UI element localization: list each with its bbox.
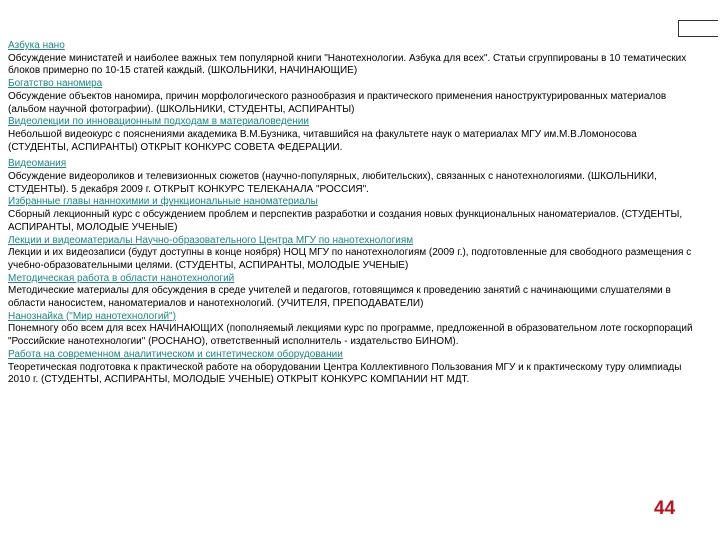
list-item — [8, 158, 698, 196]
course-link-videomania[interactable]: Видеомания — [8, 158, 67, 170]
corner-frame — [678, 20, 718, 37]
course-link-izbrannye-glavy[interactable]: Избранные главы наннохимии и функциональные наноматериалы — [8, 196, 318, 208]
course-link-bogatstvo-nanomira[interactable]: Богатство наномира — [8, 78, 103, 90]
list-item — [8, 196, 698, 234]
course-link-videolektsii[interactable]: Видеолекции по инновационным подходам в материаловедении — [8, 116, 309, 128]
list-item — [8, 311, 698, 349]
course-description: Понемногу обо всем для всех НАЧИНАЮЩИХ (пополняемый лекциями курс по программе, предложенной в образовательном лоте госкорпораций "Российские нанотехнологии" (РОСНАНО), ответственный исполнитель - издательство БИНОМ). — [8, 323, 693, 348]
list-item — [8, 116, 698, 154]
course-description: Лекции и их видеозаписи (будут доступны в конце ноября) НОЦ МГУ по нанотехнологиям (2009 г.), подготовленные для свободного размещения с учебно-образовательными целями. (СТУДЕНТЫ, АСПИРАНТЫ, МОЛОДЫЕ УЧЕНЫЕ) — [8, 247, 692, 271]
course-link-nanoznaika[interactable]: Нанознайка ("Мир нанотехнологий") — [8, 310, 176, 322]
list-item — [8, 349, 698, 387]
list-item — [8, 78, 698, 116]
course-description: Обсуждение объектов наномира, причин морфологического разнообразия и практического применения наноструктурированных материалов (альбом научной фотографии). (ШКОЛЬНИКИ, СТУДЕНТЫ, АСПИРАНТЫ) — [8, 90, 667, 115]
course-description: Теоретическая подготовка к практической работе на оборудовании Центра Коллективного Пользования МГУ и к практическому туру олимпиады 2010 г. (СТУДЕНТЫ, АСПИРАНТЫ, МОЛОДЫЕ УЧЕНЫЕ) ОТКРЫТ КОНКУРС КОМПАНИИ НТ МДТ. — [8, 361, 682, 386]
list-item — [8, 273, 698, 311]
course-link-metodicheskaya-rabota[interactable]: Методическая работа в области нанотехнологий — [8, 272, 235, 284]
course-description: Небольшой видеокурс с пояснениями академика В.М.Бузника, читавшийся на факультете наук о материалах МГУ им.М.В.Ломоносова (СТУДЕНТЫ, АСПИРАНТЫ) ОТКРЫТ КОНКУРС СОВЕТА ФЕДЕРАЦИИ. — [8, 128, 637, 153]
course-link-lektsii-noc-mgu[interactable]: Лекции и видеоматериалы Научно-образовательного Центра МГУ по нанотехнологиям — [8, 234, 414, 246]
course-description: Методические материалы для обсуждения в среде учителей и педагогов, готовящимся к проведению занятий с начинающими слушателями в области наносистем, наноматериалов и нанотехнологий. (УЧИТЕЛЯ, ПРЕПОДАВАТЕЛИ) — [8, 285, 671, 310]
course-link-azbuka-nano[interactable]: Азбука нано — [8, 40, 65, 51]
course-link-rabota-na-oborudovanii[interactable]: Работа на современном аналитическом и синтетическом оборудовании — [8, 348, 343, 360]
page-number: 44 — [654, 498, 676, 519]
course-description: Сборный лекционный курс с обсуждением проблем и перспектив разработки и создания новых функциональных наноматериалов. (СТУДЕНТЫ, АСПИРАНТЫ, МОЛОДЫЕ УЧЕНЫЕ) — [8, 209, 683, 233]
course-description: Обсуждение видеороликов и телевизионных сюжетов (научно-популярных, любительских), связанных с нанотехнологиями. (ШКОЛЬНИКИ, СТУДЕНТЫ). 5 декабря 2009 г. ОТКРЫТ КОНКУРС ТЕЛЕКАНАЛА "РОССИЯ". — [8, 171, 657, 195]
list-item — [8, 235, 698, 273]
list-item — [8, 40, 698, 78]
course-description: Обсуждение министатей и наиболее важных тем популярной книги "Нанотехнологии. Азбука для всех". Статьи сгруппированы в 10 тематических блоков примерно по 10-15 статей каждый. (ШКОЛЬНИКИ, НАЧИНАЮЩИЕ) — [8, 52, 687, 77]
course-list — [8, 40, 698, 387]
